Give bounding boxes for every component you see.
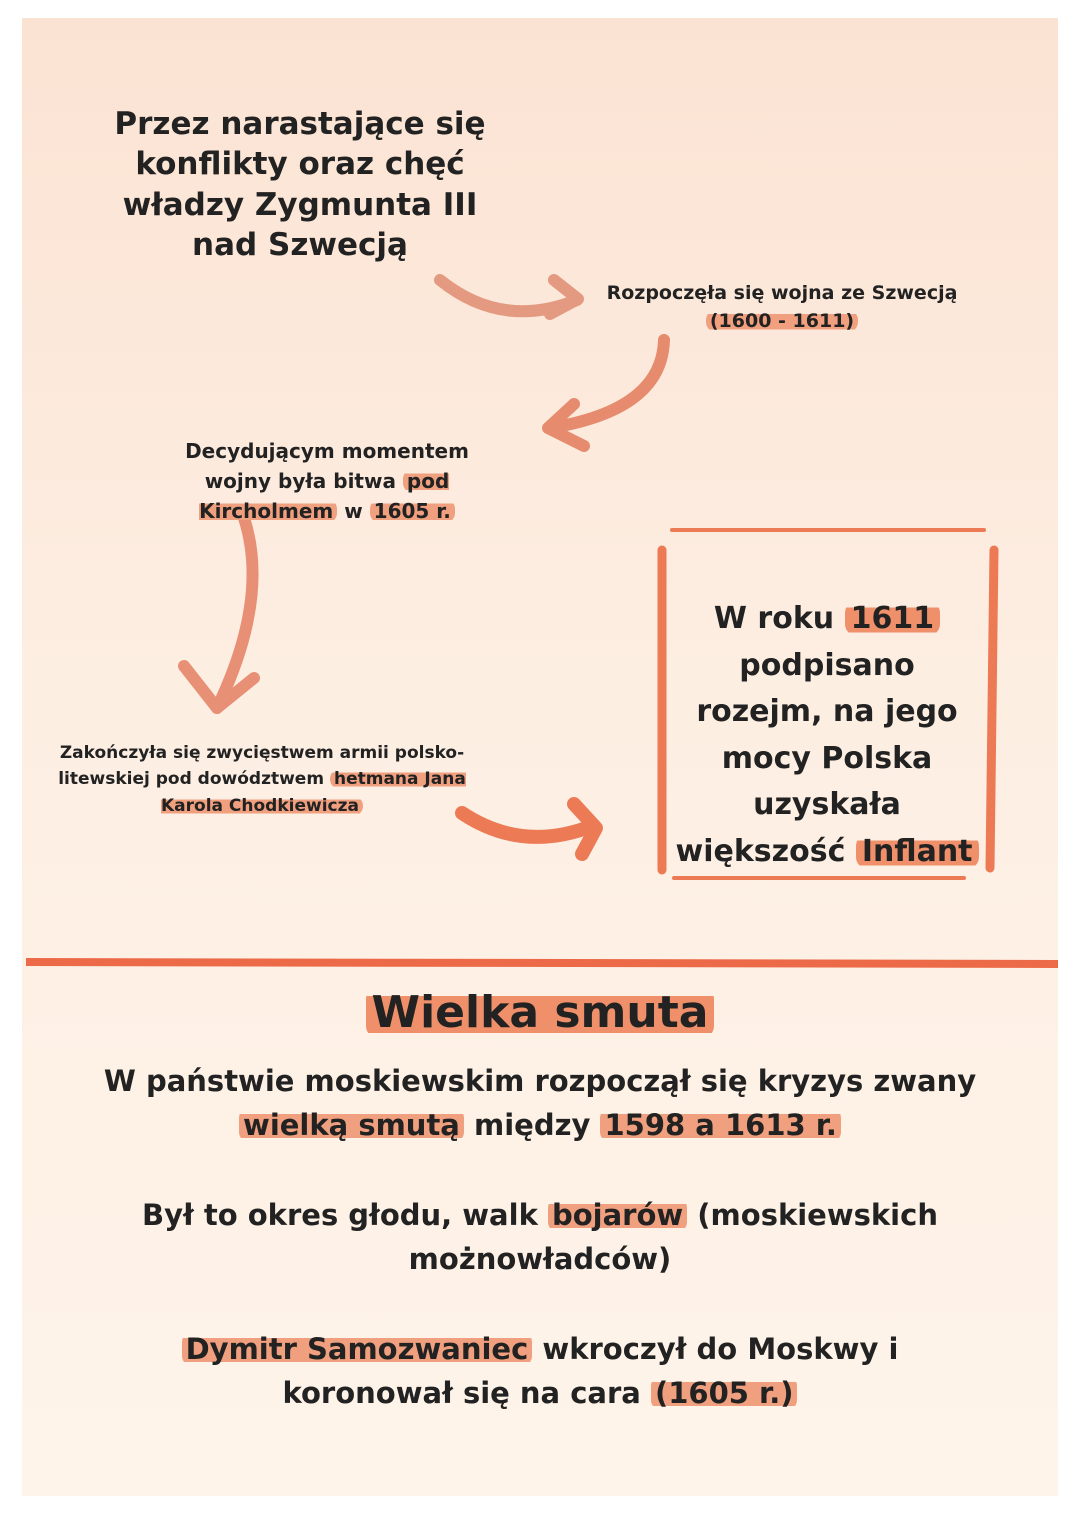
- war-start-text: [602, 280, 962, 335]
- smuta-paragraph-3: [152, 1328, 928, 1415]
- p2-post: (moskiewskich możnowładców): [408, 1198, 938, 1276]
- ended-pre: Zakończyła się zwycięstwem armii polsko-litewskiej pod dowództwem: [58, 743, 465, 790]
- decisive-pre: Decydującym momentem wojny była bitwa: [185, 439, 469, 493]
- decisive-text: [152, 436, 502, 526]
- box-pre: W roku: [713, 601, 835, 636]
- ended-text: [42, 740, 482, 819]
- section-title: [22, 984, 1058, 1041]
- p2-term: bojarów: [548, 1198, 687, 1232]
- p3-mid: wkroczył do Moskwy i koronował się na cara: [282, 1332, 899, 1410]
- p1-term: wielką smutą: [239, 1108, 464, 1142]
- document-page: [22, 18, 1058, 1496]
- war-years: (1600 - 1611): [706, 310, 858, 332]
- p3-year: (1605 r.): [651, 1376, 798, 1410]
- smuta-title: Wielka smuta: [366, 987, 715, 1038]
- arrow-1: [440, 280, 578, 314]
- ended-commander: hetmana Jana Karola Chodkiewicza: [161, 769, 466, 816]
- smuta-paragraph-2: [142, 1194, 938, 1281]
- decisive-mid: w: [344, 499, 363, 523]
- section-divider: [26, 962, 1058, 964]
- smuta-paragraph-1: [102, 1060, 978, 1147]
- war-start-label: Rozpoczęła się wojna ze Szwecją: [606, 282, 958, 304]
- armistice-box-text: [674, 596, 980, 875]
- box-mid: podpisano rozejm, na jego mocy Polska uzyskała większość: [675, 647, 958, 869]
- p3-person: Dymitr Samozwaniec: [182, 1332, 533, 1366]
- box-year: 1611: [845, 601, 941, 636]
- decisive-battle: pod Kircholmem: [199, 469, 450, 523]
- arrow-4: [462, 804, 596, 854]
- box-place: Inflant: [856, 834, 979, 869]
- decisive-year: 1605 r.: [370, 499, 455, 523]
- p1-pre: W państwie moskiewskim rozpoczął się kryzys zwany: [103, 1064, 977, 1098]
- p2-pre: Był to okres głodu, walk: [142, 1198, 538, 1232]
- arrow-3: [184, 518, 254, 708]
- arrow-2: [548, 340, 664, 446]
- p1-mid: między: [474, 1107, 591, 1142]
- intro-text: Przez narastające się konflikty oraz chęć władzy Zygmunta III nad Szwecją: [114, 106, 486, 263]
- p1-years: 1598 a 1613 r.: [600, 1108, 840, 1142]
